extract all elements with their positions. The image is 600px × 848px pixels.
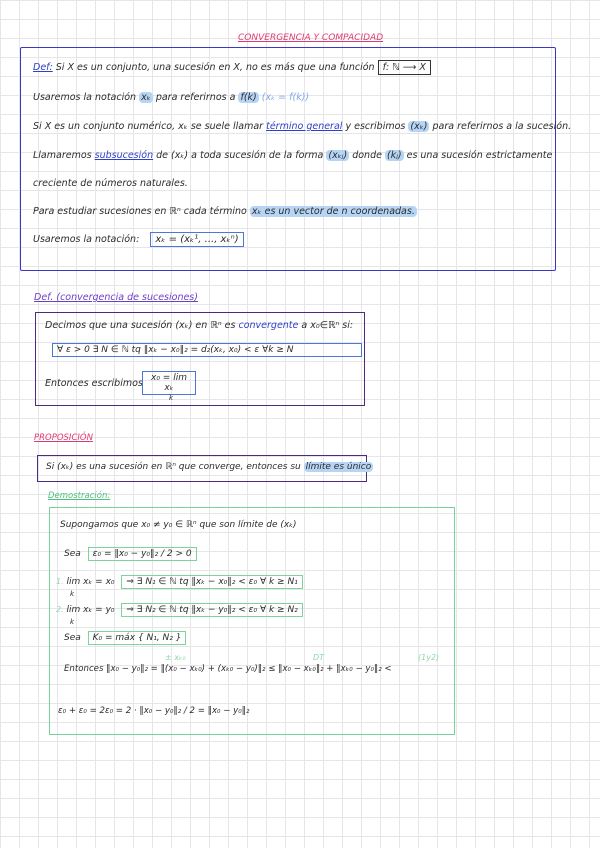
def-text: y escribimos: [345, 121, 406, 132]
xk-highlight: xₖ: [141, 92, 151, 103]
step-number: 2.: [56, 605, 64, 614]
def-line-6: [33, 206, 417, 217]
def-text: de (xₖ) a toda sucesión de la forma: [156, 150, 324, 161]
conv-line-3: Entonces escribimos: [45, 378, 143, 389]
def-label: Def:: [33, 62, 53, 73]
def-text: para referirnos a: [155, 92, 236, 103]
def-line-7: [33, 234, 244, 245]
notation-box: xₖ = (xₖ¹, ..., xₖⁿ): [150, 232, 243, 247]
proof-text: Sea: [64, 633, 81, 643]
proof-line-7: ε₀ + ε₀ = 2ε₀ = 2 · ‖x₀ − y₀‖₂ / 2 = ‖x₀ − y₀‖₂: [58, 706, 250, 716]
step1-box: ⇒ ∃ N₁ ∈ ℕ tq ‖xₖ − x₀‖₂ < ε₀ ∀ k ≥ N₁: [121, 575, 302, 589]
def-text: Si X es un conjunto, una sucesión en X, no es más que una función: [55, 62, 375, 73]
proof-line-6: Entonces ‖x₀ − y₀‖₂ = ‖(x₀ − xₖ₀) + (xₖ₀ − y₀)‖₂ ≤ ‖x₀ − xₖ₀‖₂ + ‖xₖ₀ − y₀‖₂ <: [64, 664, 392, 674]
def-line-4: [33, 150, 552, 161]
step-number: 1.: [56, 577, 64, 586]
conv-line-1: [45, 320, 353, 331]
note-dt: DT: [313, 653, 325, 662]
def-text: para referirnos a la sucesión.: [432, 121, 572, 132]
proof-text: lim xₖ = y₀: [66, 605, 115, 615]
unique-limit-highlight: límite es único: [305, 462, 372, 472]
def-text: Si X es un conjunto numérico, xₖ se suele llamar: [33, 121, 264, 132]
def-line-2: [33, 92, 309, 103]
def-line-3: [33, 121, 571, 132]
proof-line-3: [56, 577, 303, 587]
def-text: Usaremos la notación:: [33, 234, 140, 245]
def-text: Para estudiar sucesiones en ℝⁿ cada término: [33, 206, 247, 217]
conv-text: Decimos que una sucesión (xₖ) en ℝⁿ es: [45, 320, 236, 331]
def-text: Usaremos la notación: [33, 92, 137, 103]
seq-highlight: (xₖ): [410, 121, 428, 132]
def-text: Llamaremos: [33, 150, 92, 161]
def-text: es una sucesión estrictamente: [406, 150, 553, 161]
note-plus-minus: ± xₖ₀: [165, 653, 186, 662]
kj-highlight: (kⱼ): [386, 150, 402, 161]
vector-highlight: xₖ es un vector de n coordenadas.: [251, 206, 415, 217]
convergence-heading: Def. (convergencia de sucesiones): [34, 292, 198, 303]
proof-line-2: [64, 549, 197, 559]
limit-text: x₀ = lim xₖ: [151, 373, 187, 393]
def-text: donde: [352, 150, 382, 161]
proof-line-4: [56, 605, 303, 615]
epsilon-box: ε₀ = ‖x₀ − y₀‖₂ / 2 > 0: [88, 547, 197, 561]
term-general: término general: [266, 121, 343, 132]
lim-sub: k: [70, 590, 75, 598]
proof-heading: Demostración:: [48, 491, 111, 501]
k0-box: K₀ = máx { N₁, N₂ }: [88, 631, 187, 645]
function-box: f: ℕ ⟶ X: [378, 60, 431, 75]
xkj-highlight: (xₖⱼ): [328, 150, 348, 161]
conv-text: a x₀∈ℝⁿ si:: [301, 320, 354, 331]
fk-highlight: f(k): [240, 92, 257, 103]
proposition-heading: PROPOSICIÓN: [34, 433, 93, 443]
proof-text: Sea: [64, 549, 81, 559]
subsucesion: subsucesión: [94, 150, 154, 161]
def-line-1: [33, 62, 431, 73]
proof-line-5: [64, 633, 186, 643]
proposition-text: [46, 462, 373, 472]
prop-text: Si (xₖ) es una sucesión en ℝⁿ que converge, entonces su: [46, 462, 301, 472]
convergente: convergente: [238, 320, 299, 331]
page-title: CONVERGENCIA Y COMPACIDAD: [238, 33, 384, 43]
convergence-formula: ∀ ε > 0 ∃ N ∈ ℕ tq ‖xₖ − x₀‖₂ = d₂(xₖ, x₀) < ε ∀k ≥ N: [52, 343, 362, 357]
proof-line-1: Supongamos que x₀ ≠ y₀ ∈ ℝⁿ que son límite de (xₖ): [60, 520, 297, 530]
step2-box: ⇒ ∃ N₂ ∈ ℕ tq ‖xₖ − y₀‖₂ < ε₀ ∀ k ≥ N₂: [121, 603, 302, 617]
proof-box: [49, 507, 455, 735]
note-1y2: (1y2): [418, 653, 440, 662]
proof-text: lim xₖ = x₀: [66, 577, 115, 587]
lim-sub: k: [70, 618, 75, 626]
def-text: (xₖ = f(k)): [261, 92, 310, 103]
limit-sub: k: [168, 394, 174, 402]
def-line-5: creciente de números naturales.: [33, 178, 188, 189]
limit-box: [142, 371, 196, 402]
